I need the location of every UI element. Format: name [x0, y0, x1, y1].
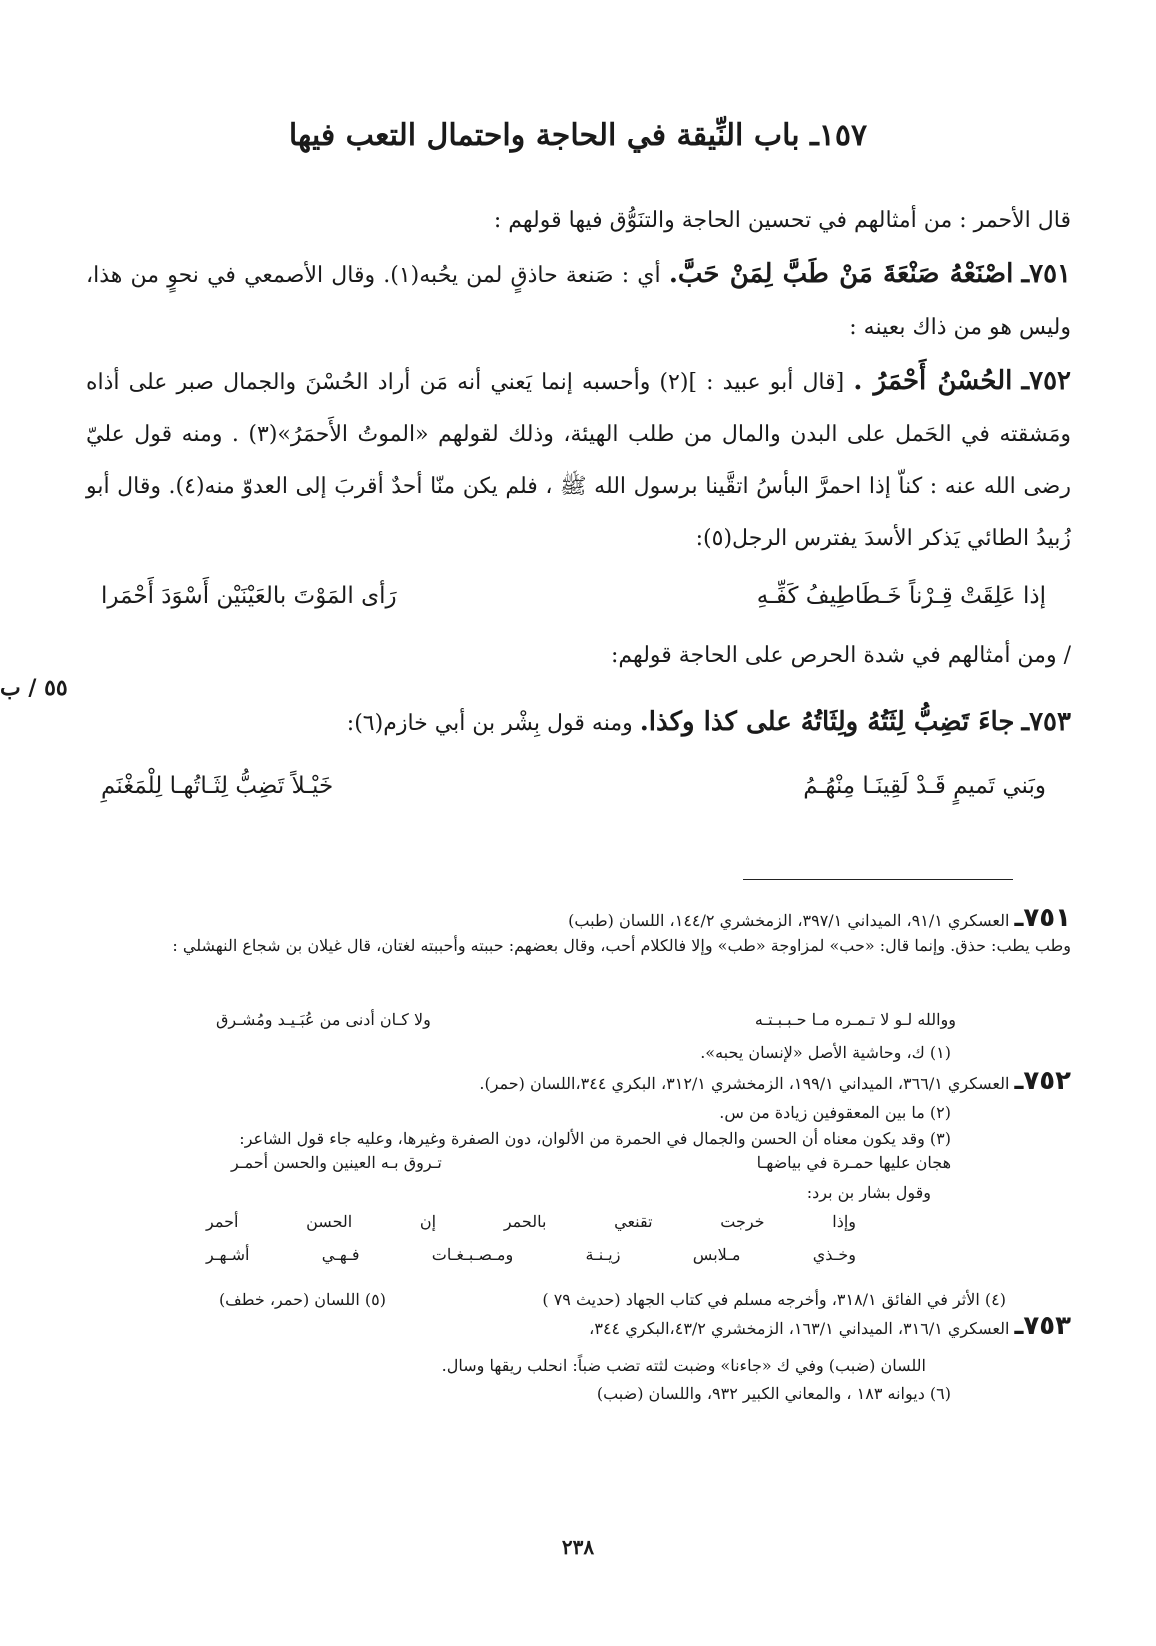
verse-word: تقنعي [614, 1212, 653, 1231]
footnote-751 [71, 905, 1071, 934]
verse-line [101, 773, 1046, 799]
verse-line [101, 583, 1046, 609]
footnote-text: وقول بشار بن برد: [806, 1183, 931, 1202]
footnote-sources: العسكري ٩١/١، الميداني ٣٩٧/١، الزمخشري ١٤٤/٢، اللسان (طبب) [568, 911, 1010, 930]
entry-753 [86, 696, 1071, 750]
proverb-text: الحُسْنُ أَحْمَرُ . [853, 366, 1013, 396]
verse-second-hemistich: خَيْـلاً تَضِبُّ لِثَـاتُهـا لِلْمَغْنَمِ [101, 773, 334, 799]
margin-folio-note: ٥٥ / ب [0, 675, 68, 701]
entry-commentary: [قال أبو عبيد : ](٢) وأحسبه إنما يَعني أنه مَن أراد الحُسْنَ والجمال صبر على أذاه ومَشقته في الحَمل على البدن والمال من طلب الهيئة، وذلك لقولهم «الموتُ الأَحمَرُ»(٣) . ومنه قول عليّ رضى الله عنه : كناّ إذا احمرَّ البأسُ اتقَّينا برسول الله ﷺ ، فلم يكن منّا أحدٌ أقربَ إلى العدوّ منه(٤). وقال أبو زُبيدُ الطائي يَذكر الأسدَ يفترس الرجل(٥): [86, 370, 1071, 551]
verse-first-hemistich: إذا عَلِقَتْ قِـرْناً خَـطَاطِيفُ كَفِّـهِ [756, 583, 1046, 609]
footnote-verse [216, 1010, 956, 1029]
verse-second-hemistich: تـروق بـه العينين والحسن أحمـر [231, 1153, 442, 1172]
verse-word: وخـذي [812, 1245, 856, 1264]
verse-word: بالحمر [503, 1212, 547, 1231]
verse-second-hemistich: ولا كـان أدنى من عُبَـيـد ومُشـرق [216, 1010, 431, 1029]
footnote-6: (٦) ديوانه ١٨٣ ، والمعاني الكبير ٩٣٢، واللسان (ضبب) [596, 1384, 951, 1403]
footnote-entry-number: ٧٥٣ـ [1014, 1311, 1071, 1341]
verse-first-hemistich: وبَني تَميمٍ قَـدْ لَقِينَـا مِنْهُـمُ [803, 773, 1046, 799]
entry-commentary: ومنه قول بِشْر بن أبي خازم(٦): [346, 711, 633, 736]
footnote-3: (٣) وقد يكون معناه أن الحسن والجمال في الحمرة من الألوان، دون الصفرة وغيرها، وعليه جاء قول الشاعر: [239, 1129, 951, 1148]
footnote-verse [231, 1153, 951, 1172]
footnote-2: (٢) ما بين المعقوفين زيادة من س. [719, 1103, 951, 1122]
verse-word: مـلابس [692, 1245, 741, 1264]
verse-word: إن [419, 1212, 437, 1231]
verse-word: زيـنـة [585, 1245, 621, 1264]
footnote-752 [71, 1068, 1071, 1097]
entry-commentary: أي : صَنعة حاذقٍ لمن يحُبه(١). وقال الأصمعي في نحوٍ من هذا، وليس هو من ذاك بعينه : [86, 263, 1071, 340]
entry-number: ٧٥١ـ [1021, 259, 1072, 289]
entry-number: ٧٥٢ـ [1021, 366, 1072, 396]
chapter-title: ١٥٧ـ باب النِّيقة في الحاجة واحتمال التعب فيها [288, 118, 868, 153]
footnote-753 [71, 1313, 1071, 1342]
footnote-verse-grid-row [206, 1212, 856, 1231]
page-number: ٢٣٨ [561, 1535, 595, 1559]
verse-word: وإذا [832, 1212, 856, 1231]
verse-word: الحسن [306, 1212, 353, 1231]
intro-753: / ومن أمثالهم في شدة الحرص على الحاجة قولهم: [611, 643, 1071, 668]
footnote-5: (٥) اللسان (حمر، خطف) [218, 1290, 386, 1309]
footnote-entry-number: ٧٥٢ـ [1014, 1066, 1071, 1096]
footnote-verse-grid-row [206, 1245, 856, 1264]
verse-second-hemistich: رَأى المَوْتَ بالعَيْنَيْن أَسْوَدَ أَحْمَرا [101, 583, 397, 609]
verse-first-hemistich: هجان عليها حمـرة في بياضهـا [756, 1153, 951, 1172]
footnote-text: اللسان (ضبب) وفي ك «جاءنا» وضبت لثته تضب ضباً: انحلب ريقها وسال. [441, 1356, 926, 1375]
proverb-text: اصْنَعْهُ صَنْعَةَ مَنْ طَبَّ لِمَنْ حَبَّ. [668, 259, 1014, 289]
verse-word: ومـصـبـغـات [431, 1245, 514, 1264]
footnote-separator [743, 879, 1013, 880]
footnote-sources: العسكري ٣٦٦/١، الميداني ١٩٩/١، الزمخشري ٣١٢/١، البكري ٣٤٤،اللسان (حمر). [479, 1074, 1010, 1093]
verse-word: خرجت [720, 1212, 765, 1231]
intro-line: قال الأحمر : من أمثالهم في تحسين الحاجة والتنَوُّق فيها قولهم : [493, 208, 1071, 233]
proverb-text: جاءَ تَضِبُّ لِثَتُهُ ولِثَاتُهُ على كذا وكذا. [639, 707, 1015, 737]
footnote-4: (٤) الأثر في الفائق ٣١٨/١، وأخرجه مسلم في كتاب الجهاد (حديث ٧٩ ) [542, 1290, 1006, 1309]
entry-number: ٧٥٣ـ [1021, 707, 1071, 737]
verse-word: فـهـي [321, 1245, 360, 1264]
verse-word: أحمر [206, 1212, 239, 1231]
verse-first-hemistich: ووالله لـو لا تـمـره مـا حـبـبـتـه [754, 1010, 956, 1029]
footnote-text: وطب يطب: حذق. وإنما قال: «حب» لمزاوجة «طب» وإلا فالكلام أحب، وقال بعضهم: حببته وأحببته لغتان، قال غيلان بن شجاع النهشلي : [172, 936, 1071, 955]
entry-751 [86, 248, 1071, 354]
entry-752 [86, 355, 1071, 565]
footnote-sources: العسكري ٣١٦/١، الميداني ١٦٣/١، الزمخشري ٤٣/٢،البكري ٣٤٤، [589, 1319, 1010, 1338]
footnote-entry-number: ٧٥١ـ [1014, 903, 1071, 933]
footnote-1: (١) ك، وحاشية الأصل «لإنسان يحبه». [700, 1043, 951, 1062]
verse-word: أشـهـر [206, 1245, 250, 1264]
